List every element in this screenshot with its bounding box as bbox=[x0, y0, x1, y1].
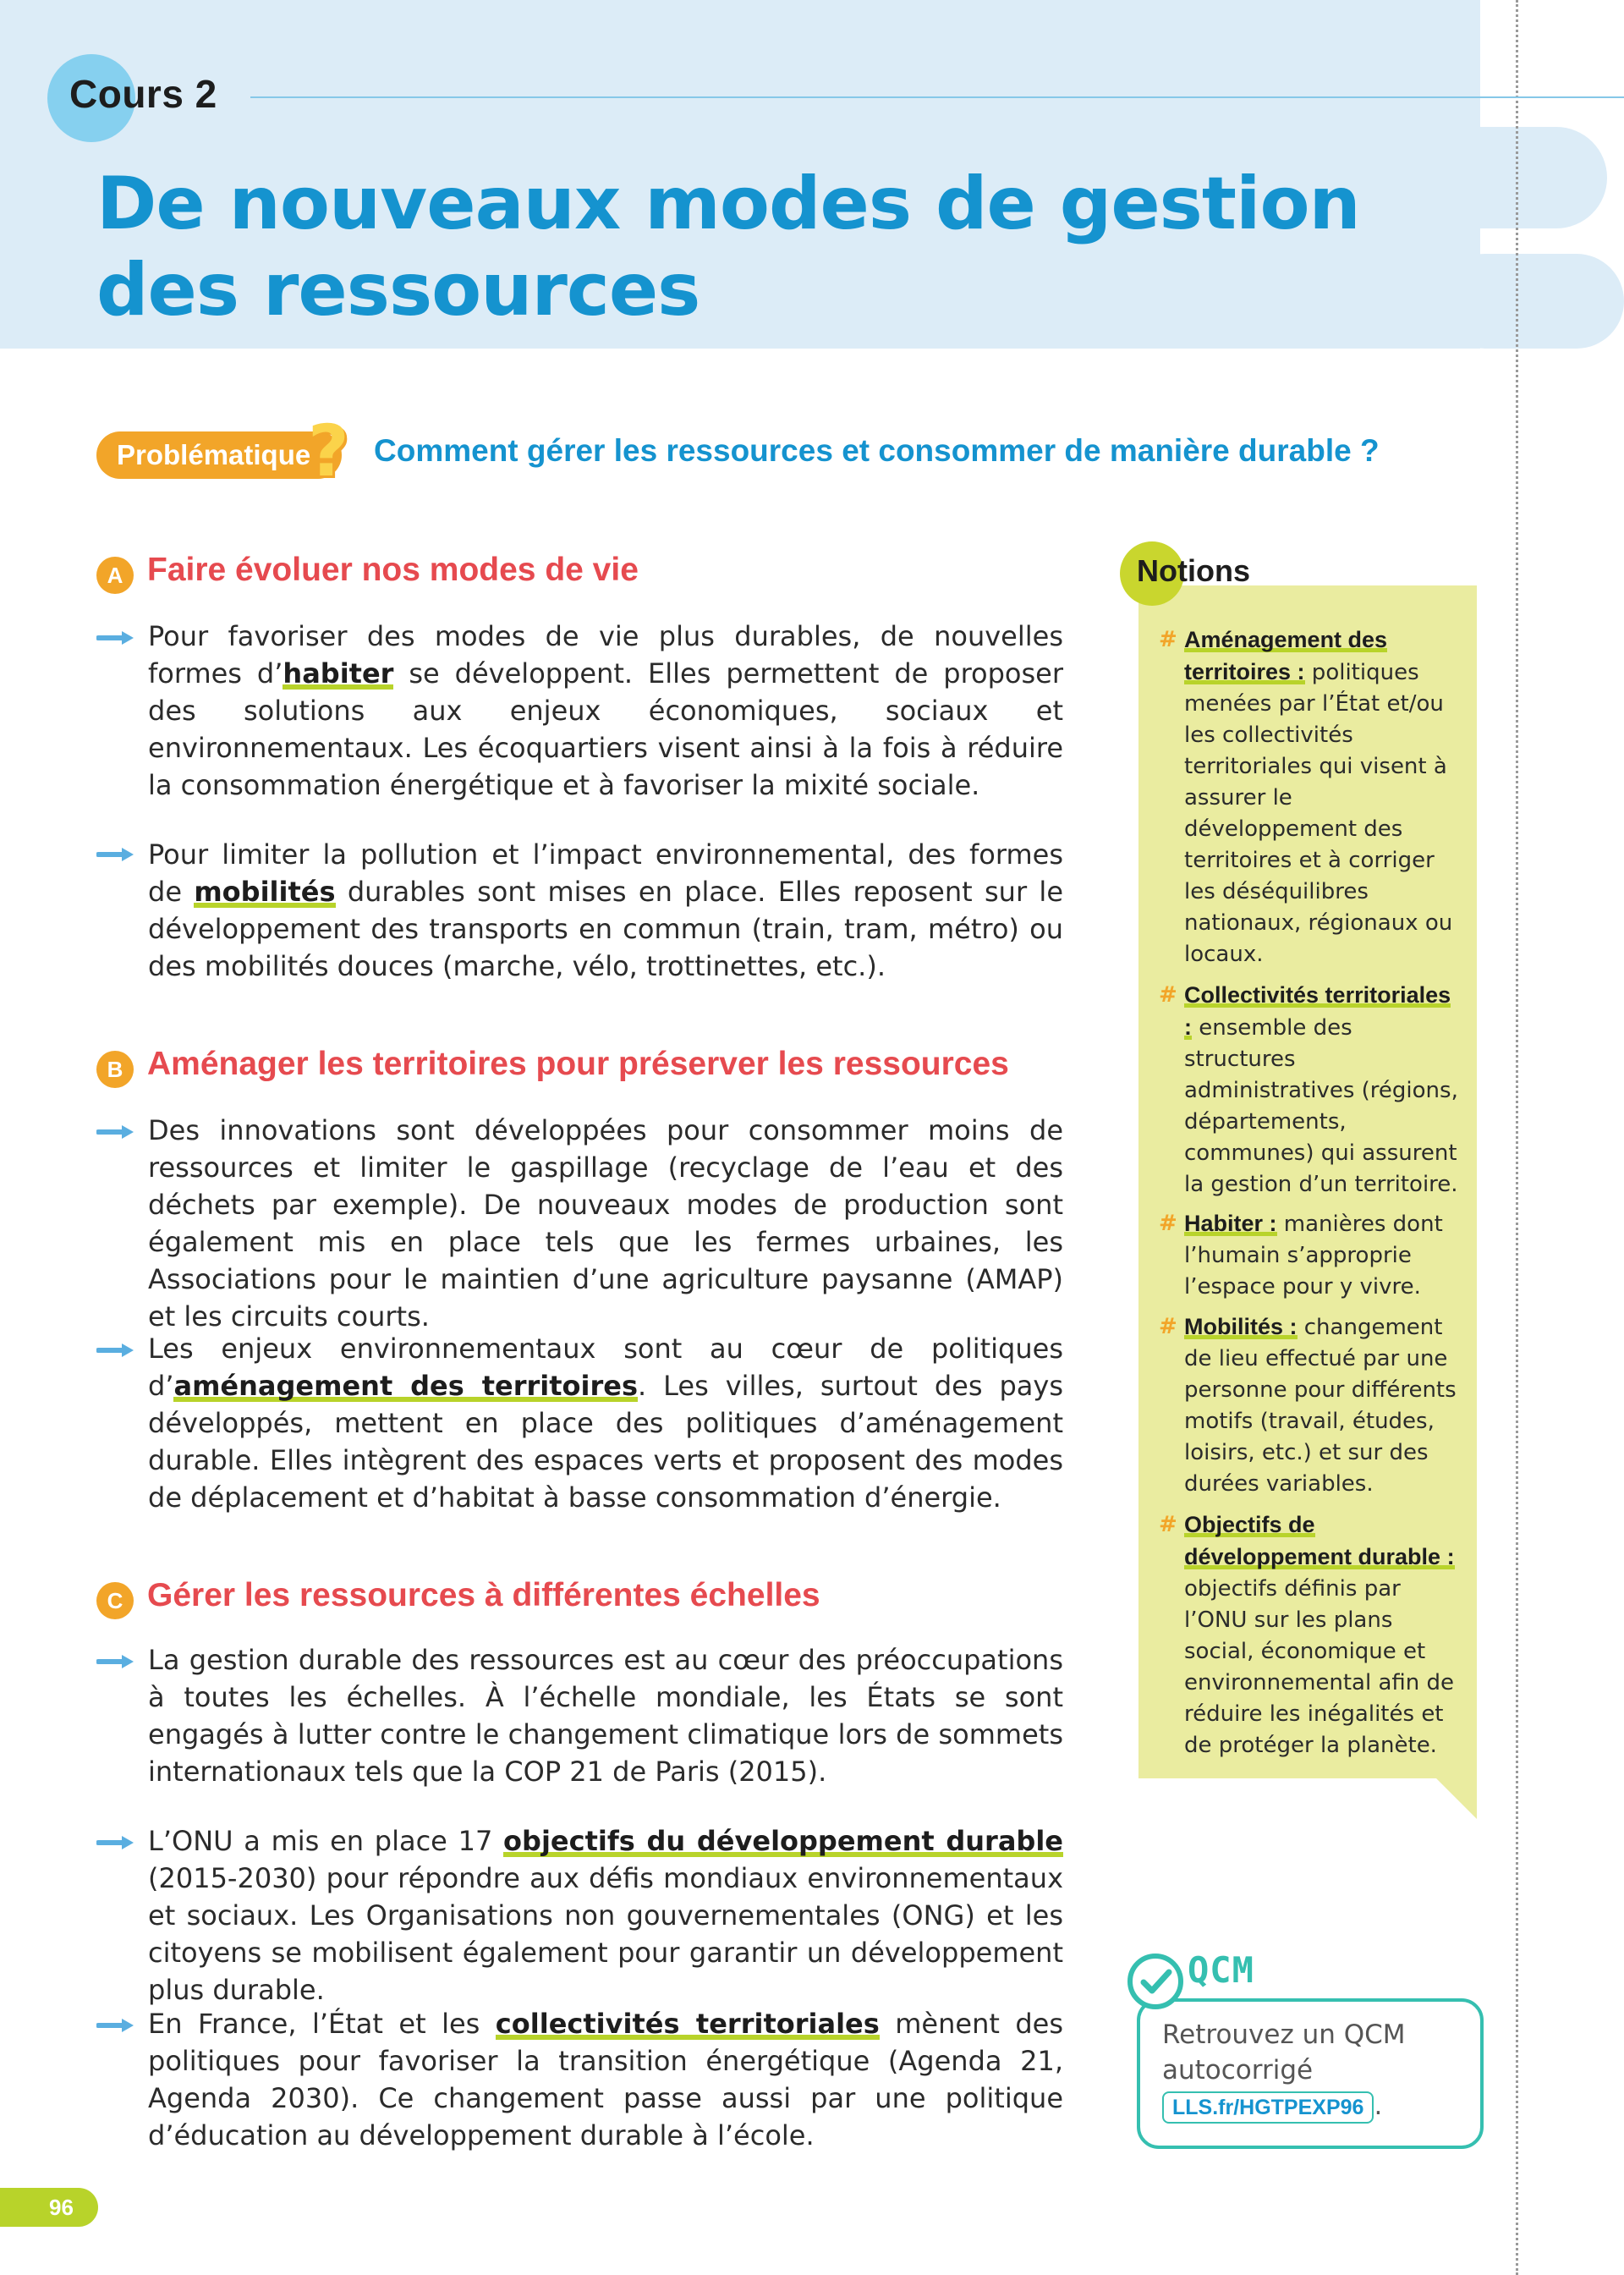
notion-item bbox=[1159, 624, 1463, 970]
hash-icon: # bbox=[1159, 1314, 1177, 1339]
notion-definition: politiques menées par l’État et/ou les collectivités territoriales qui visent à assurer le développement des territoires et à corriger les déséquilibres nationaux, régionaux ou locaux. bbox=[1184, 660, 1453, 967]
qcm-text: Retrouvez un QCM autocorrigé LLS.fr/HGTPEXP96 . bbox=[1162, 2017, 1441, 2124]
check-circle-icon bbox=[1125, 1951, 1186, 2012]
notion-item bbox=[1159, 1311, 1463, 1500]
notions-panel-tail bbox=[1435, 1777, 1477, 1819]
qcm-link[interactable]: LLS.fr/HGTPEXP96 bbox=[1162, 2091, 1374, 2124]
notion-definition: objectifs définis par l’ONU sur les plans social, économique et environnemental afin de réduire les inégalités et de protéger la planète. bbox=[1184, 1576, 1455, 1758]
hash-icon: # bbox=[1159, 627, 1177, 652]
paragraph: En France, l’État et les collectivités territoriales mènent des politiques pour favoriser la transition énergétique (Agenda 21, Agenda 2030). Ce changement passe aussi par une politique d’éducation au développement durable à l’école. bbox=[148, 2008, 1064, 2151]
arrow-icon bbox=[96, 1834, 137, 1851]
paragraph: L’ONU a mis en place 17 objectifs du développement durable (2015-2030) pour répondre aux défis mondiaux environnementaux et sociaux. Les Organisations non gouvernementales (ONG) et les citoyens se mobilisent également pour garantir un développement plus durable. bbox=[148, 1825, 1064, 2006]
problematique-badge bbox=[96, 431, 342, 479]
notion-definition: ensemble des structures administratives (régions, départements, communes) qui assurent la gestion d’un territoire. bbox=[1184, 1015, 1458, 1197]
hash-icon: # bbox=[1159, 982, 1177, 1008]
arrow-icon bbox=[96, 846, 137, 863]
arrow-icon bbox=[96, 1124, 137, 1140]
page-number: 96 bbox=[0, 2188, 98, 2227]
notion-term: Habiter : bbox=[1184, 1211, 1277, 1236]
section-a-badge: A bbox=[96, 557, 134, 594]
notion-item bbox=[1159, 1509, 1463, 1761]
arrow-icon bbox=[96, 1342, 137, 1359]
page-edge-dotted-line bbox=[1516, 0, 1518, 2275]
course-rule bbox=[250, 96, 1624, 98]
paragraph: Des innovations sont développées pour consommer moins de ressources et limiter le gaspillage (recyclage de l’eau et des déchets par exemple). De nouveaux modes de production sont également mis en place tels que les fermes urbaines, les Associations pour le maintien d’une agriculture paysanne (AMAP) et les circuits courts. bbox=[148, 1114, 1063, 1333]
arrow-icon bbox=[96, 2017, 137, 2034]
page-title: De nouveaux modes de gestion des ressources bbox=[96, 162, 1360, 332]
section-b-badge: B bbox=[96, 1051, 134, 1088]
paragraph: Les enjeux environnementaux sont au cœur de politiques d’aménagement des territoires. Les villes, surtout des pays développés, mettent en place des politiques d’aménagement durable. Elles intègrent des espaces verts et proposent des modes de déplacement et d’habitat à basse consommation d’énergie. bbox=[148, 1333, 1064, 1514]
keyword: habiter bbox=[283, 657, 394, 690]
arrow-icon bbox=[96, 1653, 137, 1670]
section-b-title: Aménager les territoires pour préserver les ressources bbox=[147, 1046, 1009, 1082]
notion-item bbox=[1159, 980, 1463, 1201]
notion-term: Collectivités territoriales : bbox=[1184, 982, 1451, 1040]
hash-icon: # bbox=[1159, 1512, 1177, 1537]
notion-item bbox=[1159, 1208, 1463, 1303]
notions-title: Notions bbox=[1137, 553, 1250, 588]
header-cloud-shape bbox=[1396, 127, 1607, 228]
paragraph: La gestion durable des ressources est au cœur des préoccupations à toutes les échelles. À l’échelle mondiale, les États se sont engagés à lutter contre le changement climatique lors de sommets internationaux tels que la COP 21 de Paris (2015). bbox=[148, 1644, 1063, 1788]
section-c-badge: C bbox=[96, 1582, 134, 1619]
notion-term: Aménagement des territoires : bbox=[1184, 627, 1388, 684]
paragraph: Pour favoriser des modes de vie plus durables, de nouvelles formes d’habiter se développent. Elles permettent de proposer des solutions aux enjeux économiques, sociaux et environnementaux. Les écoquartiers visent ainsi à la fois à réduire la consommation énergétique et à favoriser la mixité sociale. bbox=[148, 620, 1064, 801]
section-a-title: Faire évoluer nos modes de vie bbox=[147, 552, 639, 588]
keyword: aménagement des territoires bbox=[173, 1370, 639, 1402]
paragraph: Pour limiter la pollution et l’impact environnemental, des formes de mobilités durables sont mises en place. Elles reposent sur le développement des transports en commun (train, tram, métro) ou des mobilités douces (marche, vélo, trottinettes, etc.). bbox=[148, 838, 1064, 982]
notion-definition: changement de lieu effectué par une personne pour différents motifs (travail, études, loisirs, etc.) et sur des durées variables. bbox=[1184, 1315, 1457, 1497]
keyword: objectifs du développement durable bbox=[503, 1825, 1064, 1857]
section-c-title: Gérer les ressources à différentes échelles bbox=[147, 1577, 820, 1613]
keyword: collectivités territoriales bbox=[495, 2008, 880, 2040]
notion-term: Objectifs de développement durable : bbox=[1184, 1512, 1455, 1569]
question-mark-icon: ? bbox=[308, 409, 349, 492]
problematique-question: Comment gérer les ressources et consommer de manière durable ? bbox=[374, 433, 1380, 468]
notion-definition: manières dont l’humain s’approprie l’espace pour y vivre. bbox=[1184, 1212, 1443, 1300]
problematique-label: Problématique bbox=[117, 439, 311, 470]
keyword: mobilités bbox=[194, 876, 336, 908]
notion-term: Mobilités : bbox=[1184, 1314, 1298, 1339]
arrow-icon bbox=[96, 629, 137, 646]
course-label: Cours 2 bbox=[69, 72, 217, 116]
qcm-title: QCM bbox=[1188, 1949, 1254, 1991]
header-cloud-shape bbox=[1438, 254, 1624, 349]
hash-icon: # bbox=[1159, 1211, 1177, 1236]
